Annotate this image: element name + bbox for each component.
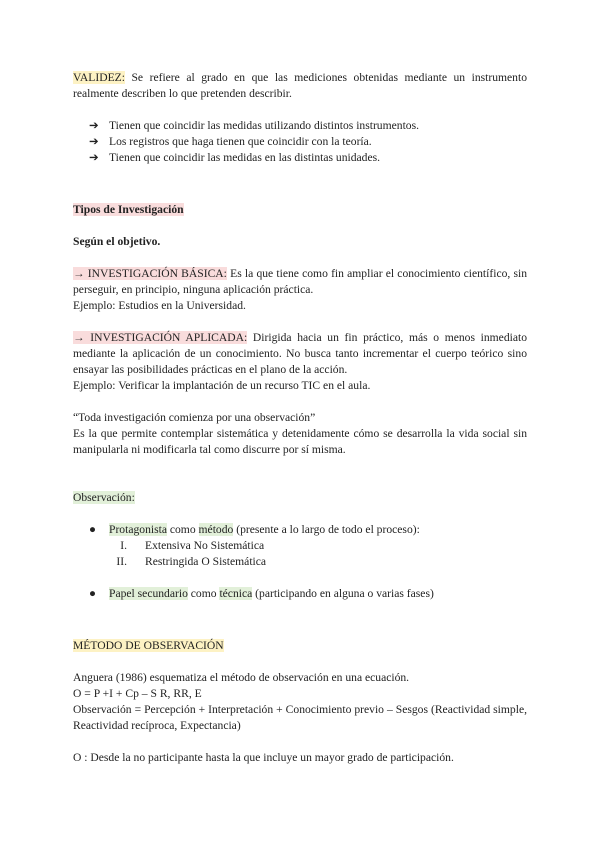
basica-paragraph [73, 266, 527, 298]
list-item: ● Papel secundario como técnica (participando en alguna o varias fases) [89, 587, 434, 600]
metodo-line-4: O : Desde la no participante hasta la que incluye un mayor grado de participación. [73, 751, 454, 764]
metodo-line-3: Observación = Percepción + Interpretación + Conocimiento previo – Sesgos (Reactividad simple, Reactividad recíproca, Expectancia) [73, 703, 527, 732]
arrow-bullet-icon: ➔ [89, 135, 99, 148]
list-item: ● Protagonista como método (presente a lo largo de todo el proceso): I. Extensiva No Sistemática II. Restringida O Sistemática [73, 522, 527, 570]
aplicada-term-highlight [73, 331, 247, 344]
basica-term-highlight [73, 267, 227, 280]
tipos-subheading: Según el objetivo. [73, 235, 161, 248]
list-item: ➔ Los registros que haga tienen que coincidir con la teoría. [89, 135, 372, 148]
observacion-list-2 [73, 586, 527, 602]
tipos-heading-line [73, 202, 527, 218]
metodo-heading: MÉTODO DE OBSERVACIÓN [73, 639, 224, 652]
observacion-heading-line [73, 490, 527, 506]
observacion-heading: Observación: [73, 491, 135, 504]
list-item: I. Extensiva No Sistemática [120, 539, 265, 552]
quote: “Toda investigación comienza por una observación” [73, 411, 316, 424]
list-item: ➔ Tienen que coincidir las medidas en las distintas unidades. [89, 151, 381, 164]
metodo-highlight: método [198, 523, 234, 536]
list-item: II. Restringida O Sistemática [116, 555, 267, 568]
arrow-icon: → [73, 331, 85, 344]
validez-term: VALIDEZ: [73, 71, 125, 84]
arrow-icon: → [73, 267, 85, 280]
papel-secundario-highlight: Papel secundario [109, 587, 188, 600]
tecnica-highlight: técnica [219, 587, 253, 600]
basica-definition: Es la que tiene como fin ampliar el conocimiento científico, sin perseguir, en principio, ninguna aplicación práctica. [73, 267, 528, 296]
arrow-bullet-icon: ➔ [89, 151, 99, 164]
validez-list [73, 118, 527, 166]
tipos-heading: Tipos de Investigación [73, 203, 184, 216]
protagonista-highlight: Protagonista [109, 523, 167, 536]
basica-term: INVESTIGACIÓN BÁSICA: [87, 267, 227, 280]
metodo-heading-line [73, 638, 527, 654]
aplicada-example: Ejemplo: Verificar la implantación de un recurso TIC en el aula. [73, 379, 371, 392]
document-page [73, 70, 527, 766]
list-item: ➔ Tienen que coincidir las medidas utilizando distintos instrumentos. [89, 119, 419, 132]
aplicada-definition: Dirigida hacia un fin práctico, más o menos inmediato mediante la aplicación de un conocimiento. No busca tanto incrementar el cuerpo teórico sino ensayar las posibilidades prácticas en el plano de la acción. [73, 331, 528, 376]
validez-definition: Se refiere al grado en que las mediciones obtenidas mediante un instrumento realmente describen lo que pretenden describir. [73, 71, 527, 100]
arrow-bullet-icon: ➔ [89, 119, 99, 132]
quote-text: Es la que permite contemplar sistemática y detenidamente cómo se desarrolla la vida social sin manipularla ni modificarla tal como discurre por sí misma. [73, 427, 527, 456]
observacion-sublist [73, 538, 527, 570]
aplicada-term: INVESTIGACIÓN APLICADA: [90, 331, 248, 344]
metodo-equation: O = P +I + Cp – S R, RR, E [73, 687, 202, 700]
observacion-list [73, 522, 527, 570]
basica-example: Ejemplo: Estudios en la Universidad. [73, 299, 246, 312]
validez-paragraph [73, 70, 527, 102]
dot-bullet-icon: ● [89, 523, 97, 536]
dot-bullet-icon: ● [89, 587, 97, 600]
metodo-line-1: Anguera (1986) esquematiza el método de observación en una ecuación. [73, 671, 410, 684]
aplicada-paragraph [73, 330, 527, 378]
